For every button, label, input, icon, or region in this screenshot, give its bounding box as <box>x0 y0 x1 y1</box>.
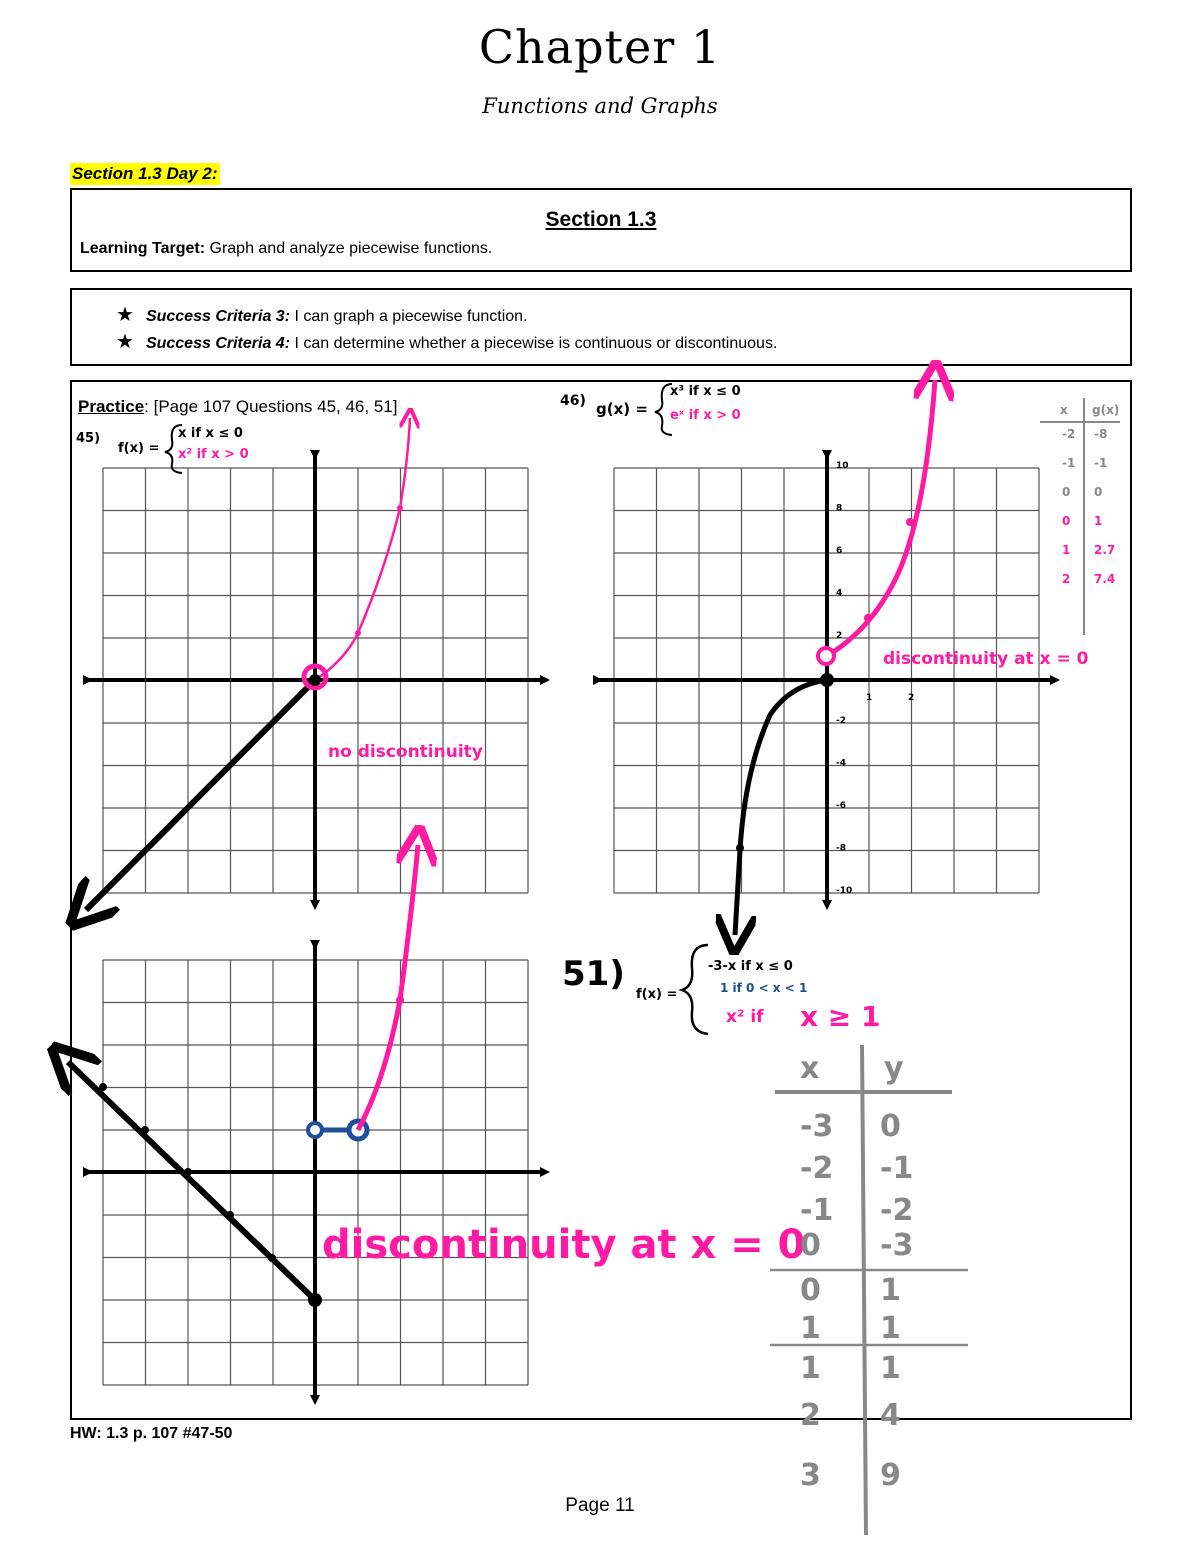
x-tick-label: 2 <box>908 693 915 703</box>
table-cell: -1 <box>1062 456 1076 470</box>
table-header: y <box>884 1051 904 1086</box>
graph51-open-point <box>308 1123 322 1137</box>
table-cell: 1 <box>800 1351 821 1386</box>
problem46-number: 46) <box>560 393 586 409</box>
table-cell: 1 <box>880 1311 901 1346</box>
problem45-number: 45) <box>76 431 101 446</box>
section-heading: Section 1.3 <box>545 208 657 231</box>
table-cell: -2 <box>1062 427 1076 441</box>
graph51-point <box>226 1211 234 1219</box>
problem51-equation <box>562 945 881 1034</box>
table-divider <box>862 1045 866 1535</box>
graph46-closed-point <box>820 673 834 687</box>
problem45-piece2: x² if x > 0 <box>178 447 249 462</box>
problem46-note: discontinuity at x = 0 <box>883 649 1089 669</box>
problem46-table <box>1040 398 1120 635</box>
y-tick-label: -6 <box>836 801 846 811</box>
graph46-curve-ex <box>827 380 935 656</box>
table-cell: 1 <box>1062 543 1071 557</box>
graph46-point <box>736 844 744 852</box>
table-cell: 4 <box>880 1398 901 1433</box>
table-cell: 0 <box>1062 514 1071 528</box>
table-cell: 3 <box>800 1458 821 1493</box>
problem51-piece2: 1 if 0 < x < 1 <box>720 981 808 995</box>
criteria-text: I can determine whether a piecewise is continuous or discontinuous. <box>290 335 778 352</box>
table-cell: 0 <box>880 1109 901 1144</box>
table-cell: -1 <box>800 1193 834 1228</box>
problem46-piece2: eˣ if x > 0 <box>670 408 741 423</box>
problem51-piece3: x² if <box>726 1007 764 1027</box>
graph46-point <box>906 518 914 526</box>
problem45-equation <box>76 425 249 473</box>
table-cell: 1 <box>800 1311 821 1346</box>
problem45-note: no discontinuity <box>328 742 483 762</box>
table-cell: 0 <box>800 1273 821 1308</box>
criteria-label: Success Criteria 4: <box>145 335 291 352</box>
criteria-text: I can graph a piecewise function. <box>290 308 528 325</box>
y-tick-label: -8 <box>836 843 846 854</box>
table-cell: -8 <box>1094 427 1108 441</box>
problem45-lhs: f(x) = <box>118 441 160 456</box>
table-cell: 0 <box>1062 485 1071 499</box>
problem51-piece3-condition: x ≥ 1 <box>800 1000 881 1033</box>
problem46-equation <box>560 384 741 435</box>
table-header: g(x) <box>1092 403 1120 417</box>
problem51-piece1: -3-x if x ≤ 0 <box>708 959 793 974</box>
problem51-table <box>770 1045 968 1535</box>
chapter-subtitle: Functions and Graphs <box>482 94 718 118</box>
y-tick-label: 6 <box>836 546 843 556</box>
learning-target-label: Learning Target: <box>80 240 206 257</box>
problem51-note: discontinuity at x = 0 <box>322 1222 806 1268</box>
y-tick-label: -4 <box>836 758 846 769</box>
criteria-label: Success Criteria 3: <box>145 308 291 325</box>
problem45-piece1: x if x ≤ 0 <box>178 426 243 441</box>
practice-text: : [Page 107 Questions 45, 46, 51] <box>144 397 398 416</box>
graph45-closed-point <box>309 674 321 686</box>
graph45-point <box>397 505 403 511</box>
chapter-title: Chapter 1 <box>478 20 722 74</box>
graph46-point <box>864 614 872 622</box>
graph45-line-x <box>86 680 315 910</box>
y-tick-label: -10 <box>836 886 853 896</box>
y-tick-label: -2 <box>836 716 846 726</box>
table-cell: -2 <box>800 1151 834 1186</box>
problem46-lhs: g(x) = <box>596 400 648 418</box>
table-cell: 2 <box>1062 572 1071 586</box>
table-header: x <box>800 1051 820 1086</box>
problem51-lhs: f(x) = <box>636 987 678 1002</box>
table-cell: 7.4 <box>1094 572 1116 586</box>
table-cell: 1 <box>1094 514 1103 528</box>
table-cell: -2 <box>880 1193 914 1228</box>
problem51-number: 51) <box>562 954 625 994</box>
graph46-open-point <box>818 648 834 664</box>
graph51-point <box>184 1168 192 1176</box>
graph51-point <box>396 996 404 1004</box>
star-icon: ★ <box>116 304 134 326</box>
y-tick-label: 8 <box>836 503 843 514</box>
star-icon: ★ <box>116 331 134 353</box>
graph51-point <box>99 1083 107 1091</box>
learning-target-text: Graph and analyze piecewise functions. <box>205 240 493 257</box>
table-cell: -3 <box>800 1109 834 1144</box>
graph51-point <box>308 1293 322 1307</box>
table-cell: -3 <box>880 1228 914 1263</box>
table-cell: 1 <box>880 1351 901 1386</box>
graph45-point <box>355 630 361 636</box>
table-cell: 2 <box>800 1398 821 1433</box>
graph51-point <box>268 1254 276 1262</box>
practice-label: Practice <box>78 397 145 416</box>
page-number: Page 11 <box>565 1495 635 1516</box>
table-cell: 2.7 <box>1094 543 1116 557</box>
table-cell: 1 <box>880 1273 901 1308</box>
homework-note: HW: 1.3 p. 107 #47-50 <box>70 1425 233 1442</box>
graph51-line <box>68 1062 315 1300</box>
graph51-point <box>141 1126 149 1134</box>
table-cell: 0 <box>1094 485 1103 499</box>
table-cell: 0 <box>800 1228 821 1263</box>
table-header: x <box>1060 403 1068 417</box>
problem46-piece1: x³ if x ≤ 0 <box>670 384 741 399</box>
section-tag: Section 1.3 Day 2: <box>72 164 218 183</box>
table-cell: 9 <box>880 1458 901 1493</box>
y-tick-label: 4 <box>836 588 843 599</box>
x-tick-label: 1 <box>866 693 873 703</box>
graph45-curve-x2 <box>315 418 410 680</box>
table-cell: -1 <box>1094 456 1108 470</box>
y-tick-label: 10 <box>836 461 849 471</box>
y-tick-label: 2 <box>836 631 843 641</box>
axes-51 <box>88 945 545 1400</box>
table-cell: -1 <box>880 1151 914 1186</box>
